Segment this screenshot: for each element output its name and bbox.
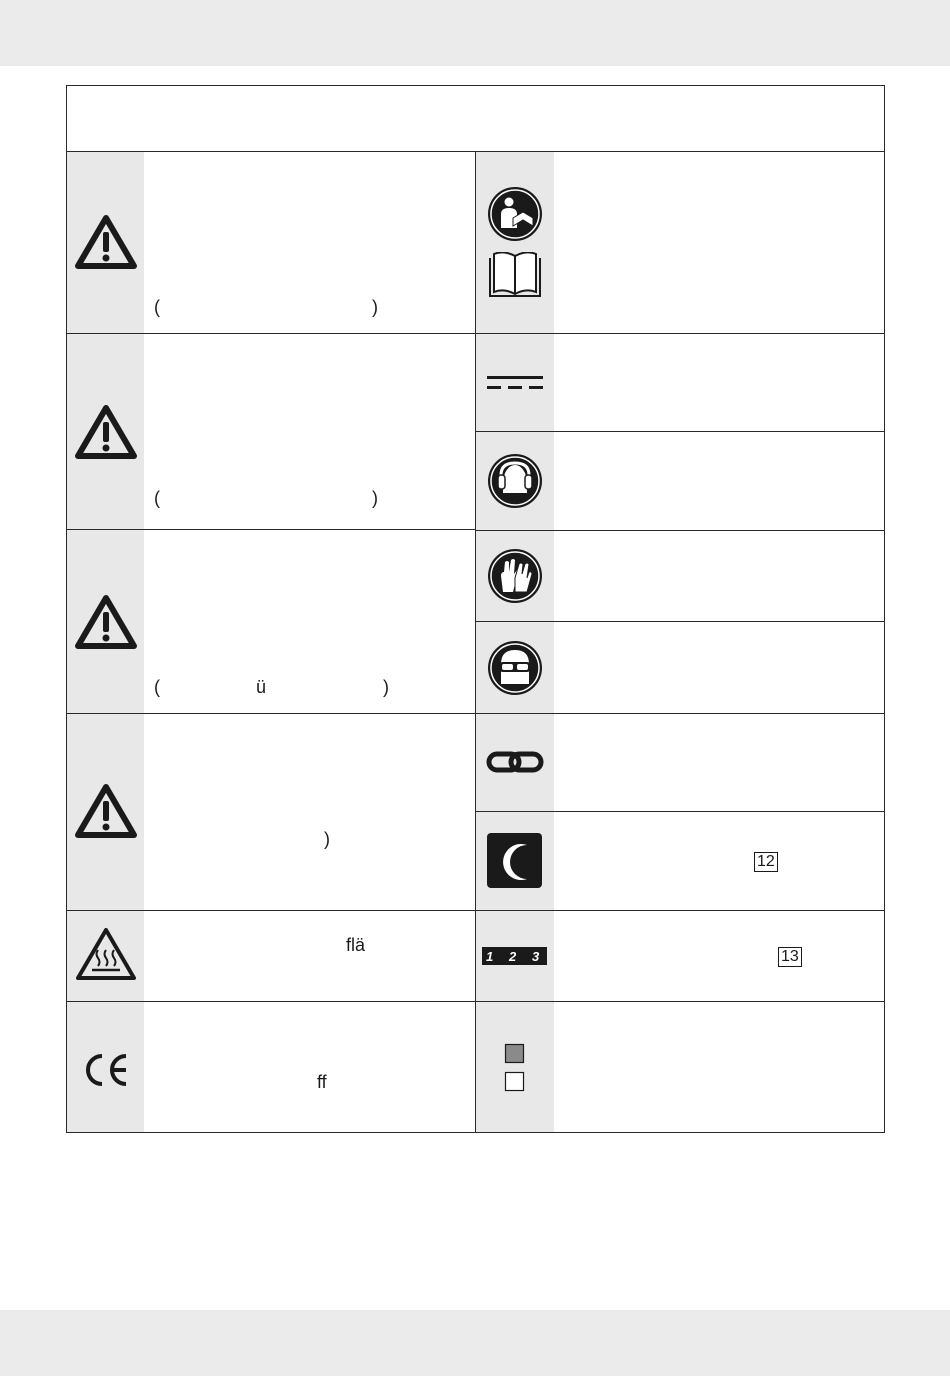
right-row-divider [475, 811, 885, 812]
left-row1-paren-close: ) [372, 297, 378, 317]
center-divider [475, 151, 476, 1133]
left-row3-paren-open: ( [154, 677, 160, 697]
svg-text:2: 2 [509, 949, 517, 964]
right-row-divider [475, 530, 885, 531]
left-row5-text: flä [346, 935, 366, 955]
book-icon [486, 252, 544, 300]
left-row-divider [66, 529, 475, 530]
ear-protection-icon [487, 453, 543, 509]
warning-triangle-icon [74, 783, 138, 839]
svg-text:3: 3 [532, 949, 540, 964]
squares-icon [504, 1043, 526, 1093]
right-row-divider [475, 621, 885, 622]
warning-triangle-icon [74, 594, 138, 650]
left-row-divider [66, 333, 475, 334]
warning-triangle-icon [74, 214, 138, 270]
right-row-divider [475, 713, 885, 714]
left-row1-paren-open: ( [154, 297, 160, 317]
left-row2-paren-open: ( [154, 488, 160, 508]
left-row3-paren-close: ) [383, 677, 389, 697]
chain-link-icon [486, 748, 544, 776]
ce-mark-icon [80, 1052, 132, 1088]
warning-triangle-icon [74, 404, 138, 460]
top-band [0, 0, 950, 66]
reference-number-12: 12 [754, 852, 778, 872]
left-row6-text: ff [317, 1072, 327, 1092]
left-row-divider [66, 713, 475, 714]
read-manual-icon [487, 186, 543, 242]
bottom-band [0, 1310, 950, 1376]
left-row-divider [66, 910, 475, 911]
right-row-divider [475, 1001, 885, 1002]
direct-current-icon [486, 374, 544, 392]
c-symbol-icon [487, 833, 542, 888]
left-row2-paren-close: ) [372, 488, 378, 508]
number-display-icon [482, 947, 547, 965]
left-row-divider [66, 1001, 475, 1002]
eye-protection-icon [487, 640, 543, 696]
svg-text:1: 1 [486, 949, 494, 964]
right-row-divider [475, 910, 885, 911]
left-row3-u-text: ü [256, 677, 267, 697]
gloves-icon [487, 548, 543, 604]
right-row-divider [475, 431, 885, 432]
reference-number-13: 13 [778, 947, 802, 967]
hot-surface-icon [74, 926, 138, 982]
right-row-divider [475, 333, 885, 334]
left-row4-paren-close: ) [324, 829, 330, 849]
